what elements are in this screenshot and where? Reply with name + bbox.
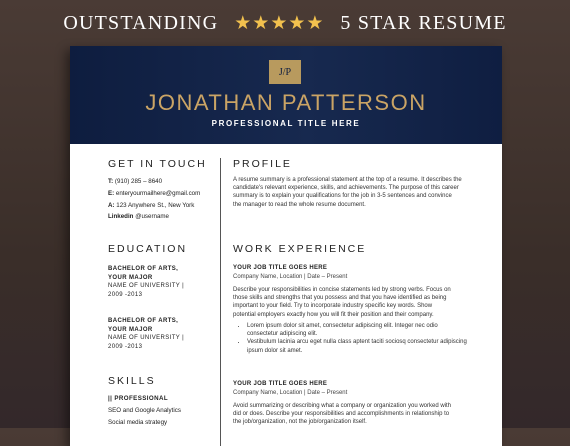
phone-value: (910) 285 – 8640 (114, 178, 163, 185)
linkedin-label: Linkedin (108, 213, 134, 220)
degree-line2: YOUR MAJOR (108, 274, 153, 281)
email-value: enteryourmailhere@gmail.com (115, 190, 201, 197)
linkedin-value: @username (135, 213, 169, 220)
job-title: YOUR JOB TITLE GOES HERE (233, 265, 328, 271)
years: 2009 -2013 (108, 291, 143, 298)
promo-banner (0, 0, 570, 46)
banner-left-text: OUTSTANDING (63, 11, 219, 34)
skills-heading: SKILLS (108, 375, 156, 387)
star-rating-icon: ★★★★★ (234, 12, 325, 34)
education-entry (108, 265, 184, 299)
job-bullets (235, 322, 502, 355)
job-desc-line: did or does. Describe your responsibilities and accomplishments in relationship to (233, 411, 450, 418)
skill-item: SEO and Google Analytics (108, 407, 181, 414)
profile-line: summary is to explain your qualifications for the job in 3-5 sentences and convince (233, 193, 452, 200)
contact-address (108, 201, 194, 212)
job-desc-line: important to your field. Try to incorporate industry specific key words. Show (233, 303, 433, 310)
job-desc-line: those skills and strengths that you possess and that you have identified as being (233, 295, 447, 302)
column-divider (220, 158, 221, 446)
degree-line1: BACHELOR OF ARTS, (108, 266, 179, 272)
years: 2009 -2013 (108, 343, 143, 350)
degree-line1: BACHELOR OF ARTS, (108, 318, 179, 324)
job-desc-line: Avoid summarizing or describing what a company or organization you worked with (233, 403, 451, 409)
monogram-badge: J/P (269, 60, 301, 84)
bullet-line: consectetur adipiscing elit. (247, 331, 318, 338)
profile-heading: PROFILE (233, 158, 292, 170)
university: NAME OF UNIVERSITY | (108, 283, 185, 289)
job-bullet (247, 322, 502, 338)
job-title: YOUR JOB TITLE GOES HERE (233, 381, 328, 387)
resume-page (70, 46, 502, 446)
candidate-name: JONATHAN PATTERSON (145, 90, 427, 115)
profile-line: A resume summary is a professional statement at the top of a resume. It describes the (233, 177, 462, 183)
professional-title: PROFESSIONAL TITLE HERE (211, 119, 361, 128)
job-description (233, 402, 495, 427)
profile-line: candidate's relevant experience, skills, and achievements. The purpose of this career (233, 185, 459, 192)
job-company: Company Name, Location | Date – Present (233, 390, 348, 396)
profile-text (233, 176, 495, 209)
education-entry (108, 317, 184, 351)
contact-linkedin (108, 212, 169, 223)
job-description (233, 286, 495, 319)
contact-email (108, 189, 200, 200)
job-desc-line: the job/organization, not the job/organization itself. (233, 419, 367, 426)
phone-label: T: (108, 178, 114, 185)
skill-item: || PROFESSIONAL (108, 395, 168, 402)
job-desc-line: Describe your responsibilities in concise statements led by strong verbs. Focus on (233, 287, 451, 293)
job-bullet (247, 338, 502, 354)
email-label: E: (108, 190, 115, 197)
banner-right-text: 5 STAR RESUME (340, 11, 507, 34)
bullet-line: Lorem ipsum dolor sit amet, consectetur adipiscing elit. Integer nec odio (247, 323, 438, 329)
work-heading: WORK EXPERIENCE (233, 243, 367, 255)
resume-header (70, 46, 502, 144)
contact-heading: GET IN TOUCH (108, 158, 207, 170)
bullet-line: Vestibulum lacinia arcu eget nulla class aptent taciti sociosq consectetur adipiscing (247, 339, 467, 346)
profile-line: the manager to read the whole resume document. (233, 201, 366, 208)
skill-item: Social media strategy (108, 419, 168, 426)
bullet-line: ipsum dolor sit amet. (247, 347, 303, 354)
contact-phone (108, 177, 162, 188)
address-value: 123 Anywhere St., New York (116, 202, 195, 209)
education-heading: EDUCATION (108, 243, 188, 255)
address-label: A: (108, 202, 115, 209)
degree-line2: YOUR MAJOR (108, 326, 153, 333)
job-desc-line: potential employers exactly how you will fit their position and their company. (233, 311, 434, 318)
university: NAME OF UNIVERSITY | (108, 335, 185, 341)
job-company: Company Name, Location | Date – Present (233, 274, 348, 280)
